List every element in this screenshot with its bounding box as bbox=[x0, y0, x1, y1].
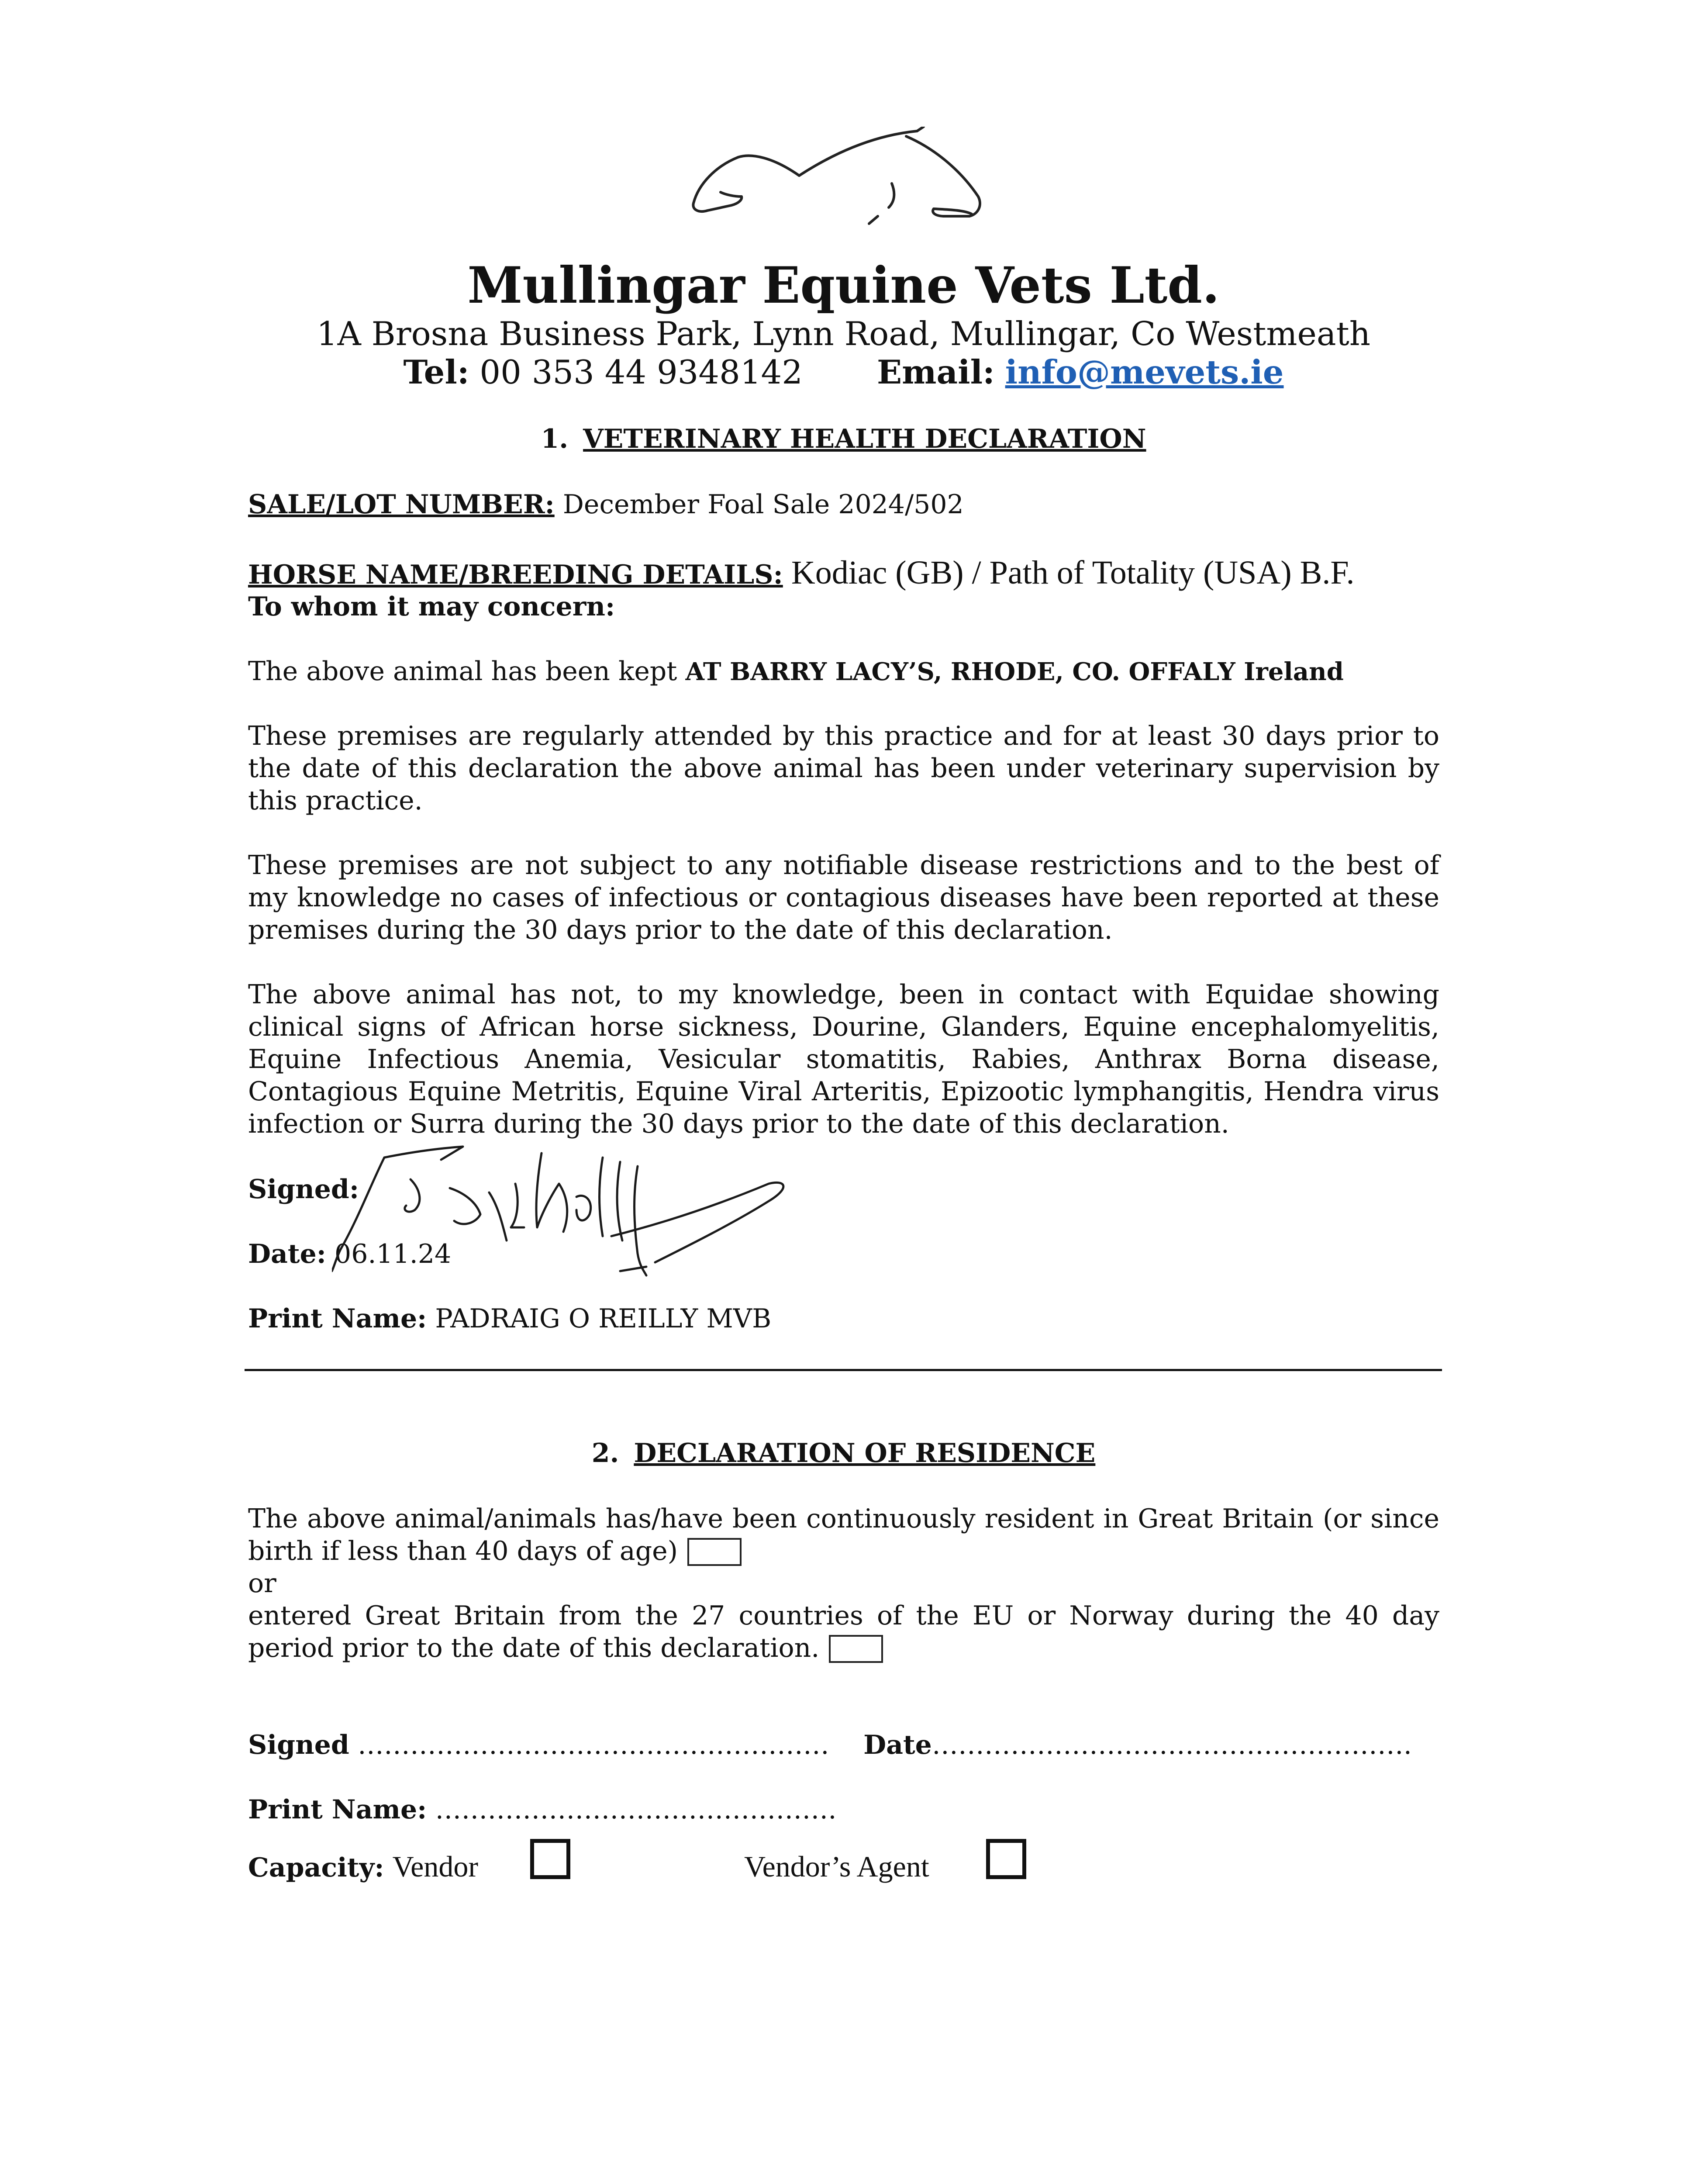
section2-title: DECLARATION OF RESIDENCE bbox=[634, 1438, 1096, 1469]
signed-date-row bbox=[248, 1729, 1439, 1761]
section1-title: VETERINARY HEALTH DECLARATION bbox=[583, 424, 1146, 454]
company-address: 1A Brosna Business Park, Lynn Road, Mullingar, Co Westmeath bbox=[316, 314, 1371, 353]
kept-text: The above animal has been kept bbox=[248, 656, 677, 687]
section-divider bbox=[245, 1369, 1442, 1371]
section2-heading bbox=[0, 1437, 1687, 1469]
or-text: or bbox=[248, 1568, 276, 1599]
date2-label: Date bbox=[863, 1730, 932, 1760]
tel-label: Tel: bbox=[403, 353, 469, 391]
section1-number: 1. bbox=[541, 424, 569, 454]
sale-lot-value: December Foal Sale 2024/502 bbox=[562, 489, 964, 520]
vendors-agent-label: Vendor’s Agent bbox=[744, 1850, 929, 1883]
paragraph-supervision: These premises are regularly attended by this practice and for at least 30 days prior to the date of this declaration the above animal has been under veterinary supervision by this practice. bbox=[248, 721, 1439, 816]
kept-line bbox=[248, 655, 1439, 688]
capacity-label: Capacity: bbox=[248, 1852, 384, 1883]
residence-option-eu bbox=[248, 1600, 1439, 1664]
print-name-value: PADRAIG O REILLY MVB bbox=[435, 1303, 772, 1334]
horse-heads-logo-icon bbox=[690, 127, 987, 227]
contact-line bbox=[0, 353, 1687, 391]
residence-option-eu-text: entered Great Britain from the 27 countries of the EU or Norway during the 40 day period prior to the date of this declaration. bbox=[248, 1600, 1439, 1663]
paragraph-contact-diseases: The above animal has not, to my knowledge, been in contact with Equidae showing clinical signs of African horse sickness, Dourine, Glanders, Equine encephalomyelitis, Equine Infectious Anemia, Vesicular stomatitis, Rabies, Anthrax Borna disease, Contagious Equine Metritis, Equine Viral Arteritis, Epizootic lymphangitis, Hendra virus infection or Surra during the 30 days prior to the date of this declaration. bbox=[248, 979, 1439, 1139]
section1-heading bbox=[0, 423, 1687, 455]
print-name-label: Print Name: bbox=[248, 1303, 427, 1334]
email-label: Email: bbox=[877, 353, 995, 391]
date2-field[interactable]: ………………………………………………. bbox=[931, 1730, 1412, 1760]
vendor-checkbox-wrap bbox=[530, 1839, 570, 1884]
signed2-field[interactable]: ……………………………………………… bbox=[357, 1730, 829, 1760]
sale-lot-row bbox=[248, 488, 1439, 521]
horse-label: HORSE NAME/BREEDING DETAILS: bbox=[248, 560, 783, 590]
handwritten-signature bbox=[332, 1140, 804, 1289]
capacity-row bbox=[248, 1850, 478, 1884]
residence-gb-checkbox[interactable] bbox=[687, 1538, 742, 1566]
sale-lot-label: SALE/LOT NUMBER: bbox=[248, 489, 555, 520]
print-name2-field[interactable]: ………………………………………. bbox=[435, 1794, 837, 1825]
horse-value: Kodiac (GB) / Path of Totality (USA) B.F. bbox=[791, 554, 1355, 591]
signed-label: Signed: bbox=[248, 1174, 359, 1205]
tel-value: 00 353 44 9348142 bbox=[480, 353, 803, 391]
print-name-row bbox=[248, 1303, 1439, 1335]
residence-option-gb-text: The above animal/animals has/have been continuously resident in Great Britain (or since birth if less than 40 days of age) bbox=[248, 1503, 1439, 1566]
residence-eu-checkbox[interactable] bbox=[829, 1635, 883, 1663]
horse-row bbox=[248, 556, 1439, 591]
date-label: Date: bbox=[248, 1239, 326, 1269]
kept-location: AT BARRY LACY’S, RHODE, CO. OFFALY Ireland bbox=[685, 657, 1344, 686]
signed2-label: Signed bbox=[248, 1730, 349, 1760]
vendor-label: Vendor bbox=[392, 1850, 478, 1883]
print-name2-row bbox=[248, 1794, 1439, 1826]
print-name2-label: Print Name: bbox=[248, 1794, 427, 1825]
vendors-agent-checkbox[interactable] bbox=[986, 1839, 1026, 1879]
email-link[interactable]: info@mevets.ie bbox=[1005, 353, 1284, 391]
residence-option-gb bbox=[248, 1503, 1439, 1567]
agent-checkbox-wrap bbox=[986, 1839, 1026, 1884]
vendor-checkbox[interactable] bbox=[530, 1839, 570, 1879]
date-value: 06.11.24 bbox=[335, 1239, 452, 1269]
company-name: Mullingar Equine Vets Ltd. bbox=[467, 256, 1220, 314]
to-whom-line: To whom it may concern: bbox=[248, 591, 615, 622]
paragraph-restrictions: These premises are not subject to any notifiable disease restrictions and to the best of my knowledge no cases of infectious or contagious diseases have been reported at these premises during the 30 days prior to the date of this declaration. bbox=[248, 850, 1439, 945]
section2-number: 2. bbox=[591, 1438, 619, 1469]
